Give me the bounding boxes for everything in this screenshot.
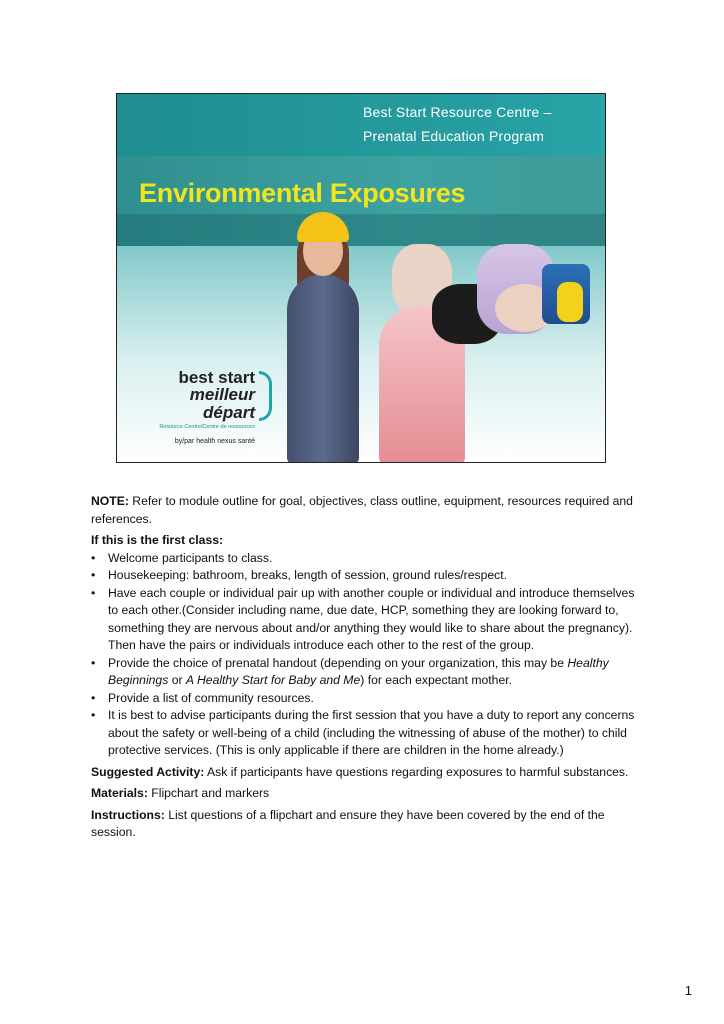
note-text: Refer to module outline for goal, objectives, class outline, equipment, resources required and references. bbox=[91, 494, 633, 526]
instructions-paragraph bbox=[91, 807, 641, 842]
instructions-label: Instructions: bbox=[91, 807, 165, 822]
activity-label: Suggested Activity: bbox=[91, 764, 205, 779]
first-class-heading-text: If this is the first class: bbox=[91, 533, 224, 547]
list-item-handout bbox=[91, 655, 641, 690]
materials-label: Materials: bbox=[91, 786, 148, 800]
handout-title-2: A Healthy Start for Baby and Me bbox=[185, 673, 361, 687]
woman-with-hardhat-image bbox=[287, 274, 359, 463]
list-item: • Welcome participants to class. bbox=[91, 550, 641, 568]
materials-text: Flipchart and markers bbox=[147, 786, 270, 800]
handout-text-mid: or bbox=[168, 673, 186, 687]
handout-text-pre: Provide the choice of prenatal handout (depending on your organization, this may be bbox=[108, 655, 568, 670]
instructions-text: List questions of a flipchart and ensure they have been covered by the end of the session. bbox=[91, 807, 605, 839]
handout-title-1: Healthy Beginnings bbox=[108, 655, 609, 687]
logo-bracket-icon bbox=[259, 371, 272, 421]
slide-thumbnail bbox=[116, 93, 606, 463]
slide-title: Environmental Exposures bbox=[139, 178, 466, 208]
speaker-notes bbox=[91, 493, 641, 846]
slide-header-line1: Best Start Resource Centre – bbox=[363, 104, 552, 120]
activity-paragraph bbox=[91, 764, 641, 782]
logo-line3: Resource Centre/Centre de ressources bbox=[159, 424, 255, 430]
list-item: • Housekeeping: bathroom, breaks, length of session, ground rules/respect. bbox=[91, 567, 641, 585]
logo-line2: meilleur départ bbox=[189, 385, 255, 422]
list-item: • It is best to advise participants during the first session that you have a duty to report any concerns about the safety or well-being of a child (including the witnessing of abuse of the mother) to child protective services. (This is only applicable if there are children in the home already.) bbox=[91, 707, 641, 760]
note-paragraph bbox=[91, 493, 641, 528]
list-item: • Have each couple or individual pair up with another couple or individual and introduce themselves to each other.(Consider including name, due date, HCP, something they are looking forward to, something they are nervous about and/or anything they would like to share about the pregnancy). Then have the pairs or individuals introduce each other to the rest of the group. bbox=[91, 585, 641, 655]
activity-text: Ask if participants have questions regarding exposures to harmful substances. bbox=[204, 764, 629, 779]
handout-text-post: ) for each expectant mother. bbox=[360, 673, 512, 687]
materials-paragraph bbox=[91, 785, 641, 803]
logo-line1: best start bbox=[178, 368, 255, 387]
list-item: • Provide a list of community resources. bbox=[91, 690, 641, 708]
page-number: 1 bbox=[684, 983, 692, 998]
best-start-logo bbox=[135, 369, 255, 445]
first-class-list bbox=[91, 550, 641, 760]
note-label: NOTE: bbox=[91, 494, 129, 508]
slide-header-line2: Prenatal Education Program bbox=[363, 128, 545, 144]
slide-band-shadow bbox=[117, 214, 605, 246]
first-class-heading bbox=[91, 532, 641, 550]
slide-header bbox=[363, 100, 591, 148]
logo-line4: by/par health nexus santé bbox=[174, 438, 255, 445]
rubber-glove-image bbox=[557, 282, 583, 322]
